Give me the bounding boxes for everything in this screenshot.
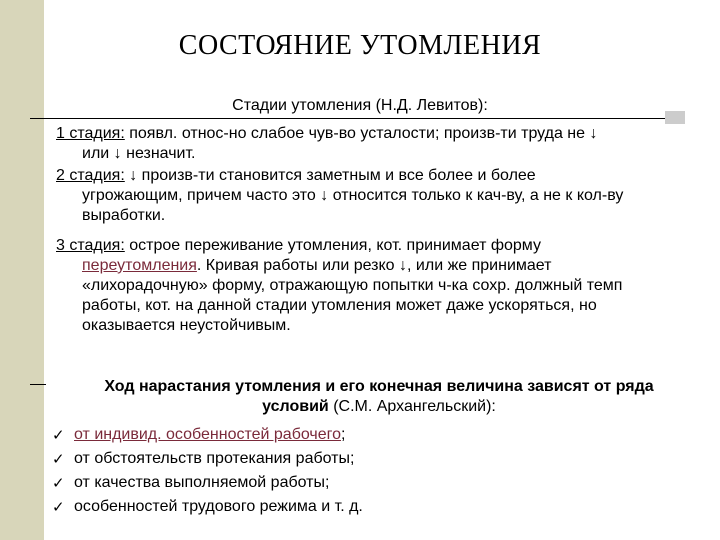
stage-1-text: появл. относ-но слабое чув-во усталости; произв-ти труда не ↓ <box>124 125 598 142</box>
list-item-text: ; <box>341 426 346 443</box>
divider-accent <box>665 111 685 124</box>
stage-3-paragraph <box>56 236 696 336</box>
stage-3-label: 3 стадия: <box>56 237 125 254</box>
conditions-heading-bold-2: условий <box>262 398 329 415</box>
stage-3-text-line3: «лихорадочную» форму, отражающую попытки ч-ка сохр. должный темп <box>82 277 623 294</box>
stages-subtitle: Стадии утомления (Н.Д. Левитов): <box>232 97 488 114</box>
conditions-list <box>52 423 363 519</box>
list-item <box>52 423 363 447</box>
individual-features-link[interactable]: от индивид. особенностей рабочего <box>74 426 342 443</box>
stage-2-text: ↓ произв-ти становится заметным и все более и более <box>124 167 536 184</box>
stage-2-text-cont2: выработки. <box>82 207 166 224</box>
list-item-text: особенностей трудового режима и т. д. <box>74 498 363 515</box>
list-item <box>52 471 363 495</box>
check-icon: ✓ <box>52 426 65 444</box>
check-icon: ✓ <box>52 450 65 468</box>
stage-2-label: 2 стадия: <box>56 167 125 184</box>
overfatigue-link[interactable]: переутомления <box>82 257 197 274</box>
page-title: СОСТОЯНИЕ УТОМЛЕНИЯ <box>178 30 542 61</box>
list-item <box>52 447 363 471</box>
stage-3-text-line4: работы, кот. на данной стадии утомления может даже ускоряться, но <box>82 297 597 314</box>
stage-2-text-cont: угрожающим, причем часто это ↓ относится только к кач-ву, а не к кол-ву <box>82 187 624 204</box>
check-icon: ✓ <box>52 474 65 492</box>
stage-3-text-after-link: . Кривая работы или резко ↓, или же принимает <box>196 257 552 274</box>
check-icon: ✓ <box>52 498 65 516</box>
stage-1-paragraph <box>56 124 696 164</box>
stage-3-text-line2 <box>56 256 696 276</box>
stage-1-text-cont: или ↓ незначит. <box>82 145 196 162</box>
conditions-heading <box>64 377 694 417</box>
stage-3-text: острое переживание утомления, кот. принимает форму <box>124 237 541 254</box>
list-item-text: от обстоятельств протекания работы; <box>74 450 355 467</box>
stage-2-paragraph <box>56 166 696 226</box>
top-divider <box>30 118 685 119</box>
stage-3-text-line5: оказывается неустойчивым. <box>82 317 291 334</box>
side-decor-bar <box>0 0 44 540</box>
bottom-divider <box>30 384 46 385</box>
list-item <box>52 495 363 519</box>
conditions-heading-bold-1: Ход нарастания утомления и его конечная величина зависят от ряда <box>104 378 654 395</box>
list-item-text: от качества выполняемой работы; <box>74 474 330 491</box>
conditions-heading-source: (С.М. Архангельский): <box>328 398 496 415</box>
stage-1-label: 1 стадия: <box>56 125 125 142</box>
